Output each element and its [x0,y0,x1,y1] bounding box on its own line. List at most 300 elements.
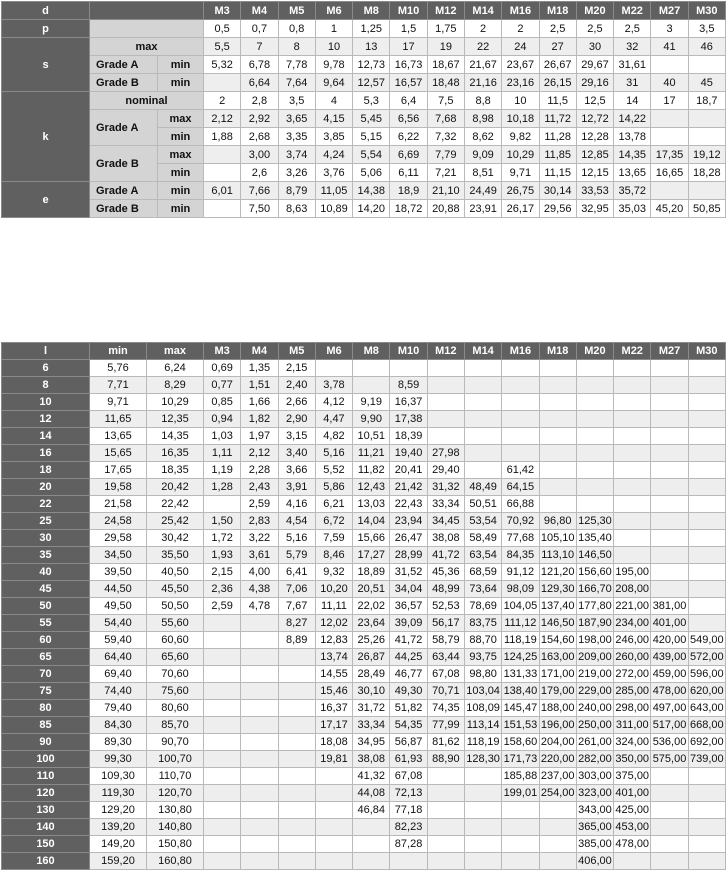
weight-cell: 98,80 [464,666,501,683]
weight-cell: 26,47 [390,530,427,547]
weight-cell: 1,66 [241,394,278,411]
value-cell: 10,89 [315,200,352,218]
length-row [2,530,726,547]
weight-cell [576,496,613,513]
min-header: min [90,343,147,360]
weight-cell [204,666,241,683]
weight-cell: 2,15 [278,360,315,377]
weight-cell: 5,79 [278,547,315,564]
weight-cell [502,394,539,411]
weight-cell: 113,14 [464,717,501,734]
weight-cell: 2,12 [241,445,278,462]
weight-cell: 4,16 [278,496,315,513]
weight-cell: 18,89 [353,564,390,581]
weight-cell [427,411,464,428]
weight-cell: 113,10 [539,547,576,564]
weight-cell [315,768,352,785]
weight-cell: 14,04 [353,513,390,530]
weight-cell: 13,74 [315,649,352,666]
length-value: 120 [2,785,90,802]
weight-cell: 208,00 [614,581,651,598]
value-cell: 45 [688,74,725,92]
weight-cell [353,819,390,836]
weight-cell: 0,77 [204,377,241,394]
weight-cell [204,768,241,785]
length-row [2,462,726,479]
weight-cell: 7,67 [278,598,315,615]
value-cell: 9,71 [502,164,539,182]
weight-cell: 298,00 [614,700,651,717]
weight-cell: 72,13 [390,785,427,802]
value-cell: 5,15 [353,128,390,146]
length-row [2,802,726,819]
weight-cell [614,479,651,496]
weight-cell: 282,00 [576,751,613,768]
length-min: 119,30 [90,785,147,802]
weight-cell [241,819,278,836]
length-row [2,428,726,445]
size-header: M5 [278,343,315,360]
value-cell: 13 [353,38,390,56]
weight-cell [688,547,725,564]
weight-cell [651,445,688,462]
weight-cell [688,564,725,581]
weight-cell [651,479,688,496]
weight-cell: 15,66 [353,530,390,547]
value-cell: 2 [464,20,501,38]
weight-cell: 137,40 [539,598,576,615]
length-max: 35,50 [147,547,204,564]
length-row [2,717,726,734]
value-cell: 19,12 [688,146,725,164]
value-cell: 12,28 [576,128,613,146]
weight-cell [651,768,688,785]
weight-cell [651,802,688,819]
weight-cell: 2,59 [241,496,278,513]
value-cell: 18,67 [427,56,464,74]
weight-cell: 549,00 [688,632,725,649]
weight-cell: 44,08 [353,785,390,802]
length-min: 11,65 [90,411,147,428]
weight-cell: 221,00 [614,598,651,615]
value-cell: 20,88 [427,200,464,218]
value-cell: 3,65 [278,110,315,128]
length-max: 90,70 [147,734,204,751]
weight-cell: 187,90 [576,615,613,632]
length-min: 19,58 [90,479,147,496]
value-cell: 21,10 [427,182,464,200]
value-cell: 2,5 [576,20,613,38]
value-cell: 14,35 [614,146,651,164]
weight-cell: 48,49 [464,479,501,496]
weight-cell [427,802,464,819]
weight-cell: 3,22 [241,530,278,547]
length-row [2,819,726,836]
weight-cell: 118,19 [464,734,501,751]
weight-cell: 11,21 [353,445,390,462]
weight-cell: 739,00 [688,751,725,768]
grade-a-label: Grade A [90,182,158,200]
weight-cell: 45,36 [427,564,464,581]
weight-cell: 58,49 [464,530,501,547]
length-value: 45 [2,581,90,598]
weight-cell [464,836,501,853]
weight-cell: 643,00 [688,700,725,717]
size-header: M6 [315,2,352,20]
weight-cell: 219,00 [576,666,613,683]
value-cell [204,146,241,164]
weight-cell [241,717,278,734]
value-cell: 11,85 [539,146,576,164]
weight-cell [688,411,725,428]
weight-cell [651,785,688,802]
weight-cell [241,853,278,870]
weight-cell: 237,00 [539,768,576,785]
weight-cell [427,377,464,394]
value-cell: 23,16 [502,74,539,92]
value-cell: 30,14 [539,182,576,200]
length-value: 12 [2,411,90,428]
value-cell: 5,54 [353,146,390,164]
min-label: min [158,200,204,218]
length-min: 109,30 [90,768,147,785]
weight-cell [278,717,315,734]
weight-cell [688,853,725,870]
length-max: 45,50 [147,581,204,598]
size-header: M14 [464,2,501,20]
length-row [2,564,726,581]
weight-cell: 16,37 [315,700,352,717]
weight-cell [688,615,725,632]
weight-cell [539,377,576,394]
length-value: 20 [2,479,90,496]
weight-cell: 2,90 [278,411,315,428]
length-min: 99,30 [90,751,147,768]
value-cell: 13,65 [614,164,651,182]
weight-cell: 459,00 [651,666,688,683]
weight-cell: 4,78 [241,598,278,615]
weight-cell: 1,19 [204,462,241,479]
weight-cell: 9,90 [353,411,390,428]
weight-cell: 33,34 [353,717,390,734]
value-cell: 6,56 [390,110,427,128]
length-row [2,394,726,411]
length-row [2,785,726,802]
length-max: 140,80 [147,819,204,836]
weight-cell: 246,00 [614,632,651,649]
weight-cell: 103,04 [464,683,501,700]
weight-cell: 2,15 [204,564,241,581]
weight-cell [688,360,725,377]
value-cell: 0,8 [278,20,315,38]
length-row [2,615,726,632]
e-grade-a-row [2,182,726,200]
value-cell: 3,35 [278,128,315,146]
weight-cell: 453,00 [614,819,651,836]
weight-cell: 375,00 [614,768,651,785]
weight-cell: 84,35 [502,547,539,564]
weight-cell [539,394,576,411]
weight-cell [241,615,278,632]
weight-cell: 26,87 [353,649,390,666]
weight-cell: 5,16 [278,530,315,547]
value-cell: 9,64 [315,74,352,92]
weight-cell: 30,10 [353,683,390,700]
weight-cell: 23,64 [353,615,390,632]
weight-cell: 39,09 [390,615,427,632]
length-row [2,836,726,853]
grade-a-label: Grade A [90,110,158,146]
length-row [2,666,726,683]
value-cell: 7,66 [241,182,278,200]
weight-cell: 10,20 [315,581,352,598]
grade-b-label: Grade B [90,200,158,218]
weight-cell [241,768,278,785]
length-max: 75,60 [147,683,204,700]
length-min: 64,40 [90,649,147,666]
weight-cell: 73,64 [464,581,501,598]
size-header: M16 [502,343,539,360]
weight-cell [464,394,501,411]
length-max: 120,70 [147,785,204,802]
weight-cell: 9,19 [353,394,390,411]
weight-cell: 497,00 [651,700,688,717]
value-cell [204,164,241,182]
weight-cell [427,428,464,445]
size-header: M22 [614,2,651,20]
weight-cell [539,462,576,479]
weight-cell: 70,71 [427,683,464,700]
weight-cell [651,513,688,530]
weight-cell [688,836,725,853]
weight-cell: 77,18 [390,802,427,819]
weight-cell [204,734,241,751]
length-value: 35 [2,547,90,564]
length-value: 90 [2,734,90,751]
weight-cell: 129,30 [539,581,576,598]
value-cell: 5,5 [204,38,241,56]
weight-cell [390,853,427,870]
value-cell: 18,28 [688,164,725,182]
size-header: M3 [204,343,241,360]
max-label: max [158,146,204,164]
value-cell: 31 [614,74,651,92]
weight-cell [204,819,241,836]
max-header: max [147,343,204,360]
length-min: 44,50 [90,581,147,598]
row-label-d: d [2,2,90,20]
grade-a-label: Grade A [90,56,158,74]
value-cell: 27 [539,38,576,56]
weight-cell [539,853,576,870]
length-value: 150 [2,836,90,853]
weight-cell: 260,00 [614,649,651,666]
weight-cell [315,802,352,819]
weight-cell: 3,61 [241,547,278,564]
weight-cell: 8,27 [278,615,315,632]
value-cell: 2,92 [241,110,278,128]
weight-cell: 4,82 [315,428,352,445]
weight-cell: 49,30 [390,683,427,700]
size-header: M27 [651,343,688,360]
weight-cell: 17,27 [353,547,390,564]
value-cell: 29,56 [539,200,576,218]
length-min: 139,20 [90,819,147,836]
weight-cell [688,581,725,598]
length-value: 50 [2,598,90,615]
value-cell: 18,7 [688,92,725,110]
length-value: 65 [2,649,90,666]
weight-cell: 3,91 [278,479,315,496]
value-cell: 24,49 [464,182,501,200]
weight-cell: 5,16 [315,445,352,462]
weight-cell: 1,51 [241,377,278,394]
weight-cell: 185,88 [502,768,539,785]
weight-cell: 4,54 [278,513,315,530]
weight-cell: 23,94 [390,513,427,530]
length-header-row [2,343,726,360]
weight-cell: 171,73 [502,751,539,768]
weight-cell: 108,09 [464,700,501,717]
weight-cell: 78,69 [464,598,501,615]
length-max: 18,35 [147,462,204,479]
weight-cell [651,530,688,547]
weight-cell: 343,00 [576,802,613,819]
length-max: 6,24 [147,360,204,377]
weight-cell: 18,39 [390,428,427,445]
value-cell: 14,38 [353,182,390,200]
header-row [2,2,726,20]
weight-cell [427,360,464,377]
weight-cell: 121,20 [539,564,576,581]
weight-cell: 420,00 [651,632,688,649]
length-min: 129,20 [90,802,147,819]
weight-cell: 18,08 [315,734,352,751]
weight-cell [353,836,390,853]
value-cell: 6,01 [204,182,241,200]
value-cell: 8,63 [278,200,315,218]
weight-cell: 8,46 [315,547,352,564]
weight-cell: 28,49 [353,666,390,683]
weight-cell: 179,00 [539,683,576,700]
weight-cell: 9,32 [315,564,352,581]
weight-cell: 41,72 [427,547,464,564]
weight-cell: 56,17 [427,615,464,632]
weight-cell [539,802,576,819]
value-cell: 40 [651,74,688,92]
value-cell: 2,8 [241,92,278,110]
value-cell: 18,72 [390,200,427,218]
weight-cell: 195,00 [614,564,651,581]
length-weight-table [1,342,726,870]
length-max: 20,42 [147,479,204,496]
weight-cell: 131,33 [502,666,539,683]
weight-cell [427,768,464,785]
value-cell: 14,20 [353,200,390,218]
length-value: 80 [2,700,90,717]
weight-cell: 96,80 [539,513,576,530]
value-cell [688,110,725,128]
weight-cell: 7,59 [315,530,352,547]
length-row [2,649,726,666]
value-cell: 8,8 [464,92,501,110]
weight-cell: 74,35 [427,700,464,717]
weight-cell: 68,59 [464,564,501,581]
weight-cell: 22,43 [390,496,427,513]
value-cell: 26,67 [539,56,576,74]
value-cell: 4,24 [315,146,352,164]
weight-cell: 38,08 [353,751,390,768]
value-cell: 7,32 [427,128,464,146]
value-cell: 3,76 [315,164,352,182]
size-header: M4 [241,343,278,360]
length-value: 8 [2,377,90,394]
weight-cell: 93,75 [464,649,501,666]
weight-cell [614,513,651,530]
length-row [2,479,726,496]
weight-cell [427,836,464,853]
length-max: 40,50 [147,564,204,581]
weight-cell: 0,85 [204,394,241,411]
length-min: 84,30 [90,717,147,734]
weight-cell: 2,83 [241,513,278,530]
value-cell: 5,06 [353,164,390,182]
value-cell: 1,5 [390,20,427,38]
weight-cell [204,649,241,666]
value-cell: 3,00 [241,146,278,164]
length-value: 100 [2,751,90,768]
weight-cell: 7,06 [278,581,315,598]
value-cell: 7,21 [427,164,464,182]
size-header: M22 [614,343,651,360]
value-cell: 32 [614,38,651,56]
length-max: 10,29 [147,394,204,411]
value-cell: 1,88 [204,128,241,146]
weight-cell [651,853,688,870]
weight-cell [464,411,501,428]
max-label: max [158,110,204,128]
weight-cell [204,496,241,513]
length-max: 100,70 [147,751,204,768]
weight-cell [204,700,241,717]
weight-cell [539,496,576,513]
value-cell: 2,5 [614,20,651,38]
weight-cell [204,836,241,853]
weight-cell: 3,78 [315,377,352,394]
weight-cell [651,394,688,411]
weight-cell: 209,00 [576,649,613,666]
weight-cell: 135,40 [576,530,613,547]
weight-cell [278,649,315,666]
value-cell: 11,5 [539,92,576,110]
weight-cell: 5,86 [315,479,352,496]
size-header: M18 [539,2,576,20]
weight-cell: 254,00 [539,785,576,802]
weight-cell [278,785,315,802]
value-cell [651,56,688,74]
length-row [2,513,726,530]
s-grade-a-row [2,56,726,74]
value-cell: 5,3 [353,92,390,110]
value-cell: 8,62 [464,128,501,146]
size-header: M12 [427,2,464,20]
weight-cell [241,683,278,700]
size-header: M12 [427,343,464,360]
weight-cell [278,836,315,853]
weight-cell: 1,35 [241,360,278,377]
weight-cell [464,360,501,377]
value-cell [204,200,241,218]
